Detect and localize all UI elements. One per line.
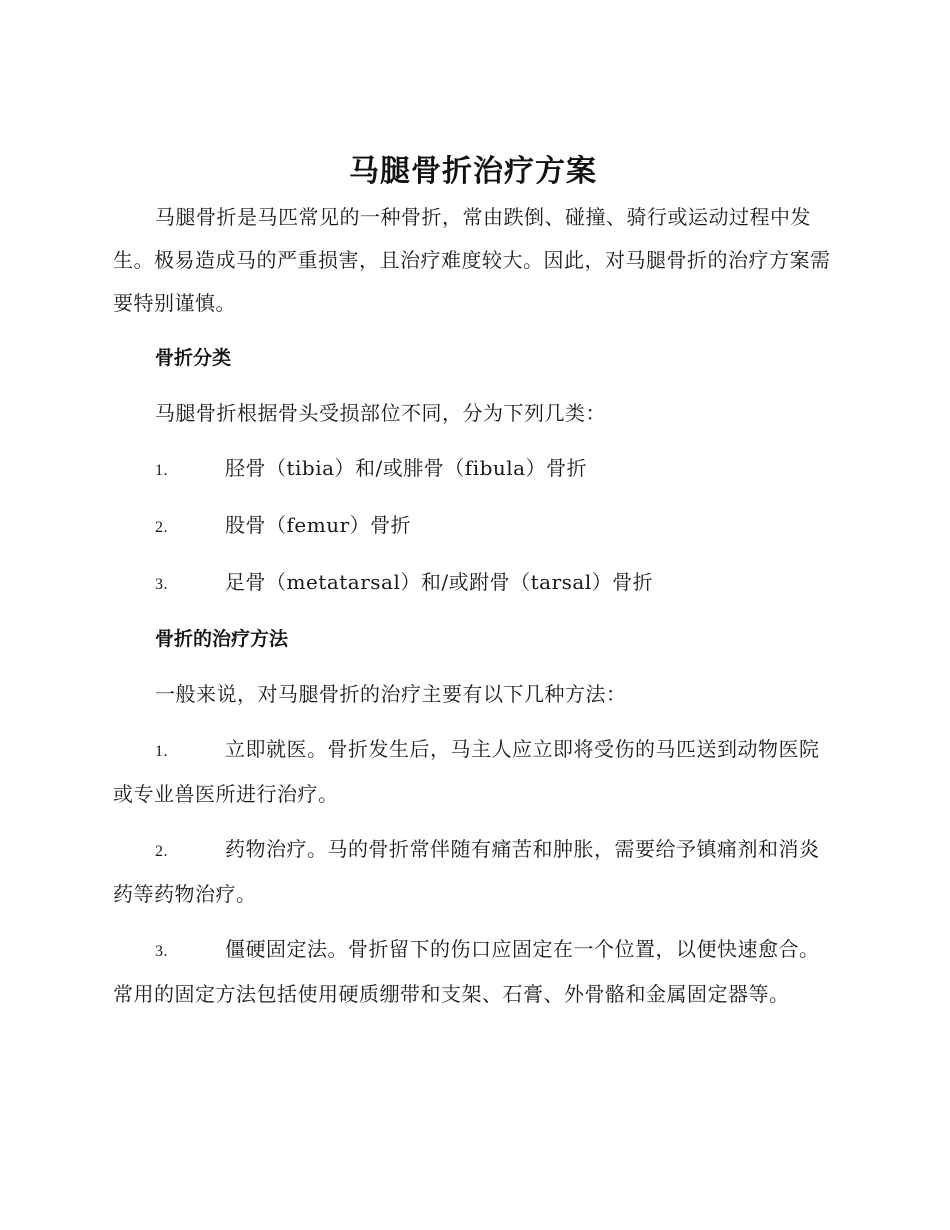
list-number: 3. — [155, 576, 168, 593]
classification-item-2 — [113, 504, 833, 549]
document-title: 马腿骨折治疗方案 — [349, 154, 597, 189]
list-text: 股骨（femur）骨折 — [225, 513, 412, 537]
list-text: 僵硬固定法。骨折留下的伤口应固定在一个位置，以便快速愈合。常用的固定方法包括使用硬质绷带和支架、石膏、外骨骼和金属固定器等。 — [113, 937, 820, 1006]
list-text: 胫骨（tibia）和/或腓骨（fibula）骨折 — [225, 456, 588, 480]
list-text: 药物治疗。马的骨折常伴随有痛苦和肿胀，需要给予镇痛剂和消炎药等药物治疗。 — [113, 837, 820, 906]
treatment-lead: 一般来说，对马腿骨折的治疗主要有以下几种方法： — [155, 682, 627, 706]
list-number: 3. — [155, 943, 168, 960]
list-number: 1. — [155, 462, 168, 479]
list-text: 立即就医。骨折发生后，马主人应立即将受伤的马匹送到动物医院或专业兽医所进行治疗。 — [113, 737, 820, 806]
treatment-item-3 — [113, 928, 833, 1016]
section-heading-treatment: 骨折的治疗方法 — [155, 628, 289, 650]
list-text: 足骨（metatarsal）和/或跗骨（tarsal）骨折 — [225, 570, 654, 594]
list-number: 2. — [155, 843, 168, 860]
classification-lead: 马腿骨折根据骨头受损部位不同，分为下列几类： — [155, 401, 606, 425]
list-number: 2. — [155, 519, 168, 536]
classification-item-3 — [113, 561, 833, 606]
classification-item-1 — [113, 447, 833, 492]
list-number: 1. — [155, 743, 168, 760]
intro-paragraph: 马腿骨折是马匹常见的一种骨折，常由跌倒、碰撞、骑行或运动过程中发生。极易造成马的严重损害，且治疗难度较大。因此，对马腿骨折的治疗方案需要特别谨慎。 — [113, 205, 831, 315]
document-body — [113, 148, 833, 1016]
section-heading-classification: 骨折分类 — [155, 347, 232, 369]
treatment-item-1 — [113, 728, 833, 816]
treatment-item-2 — [113, 828, 833, 916]
